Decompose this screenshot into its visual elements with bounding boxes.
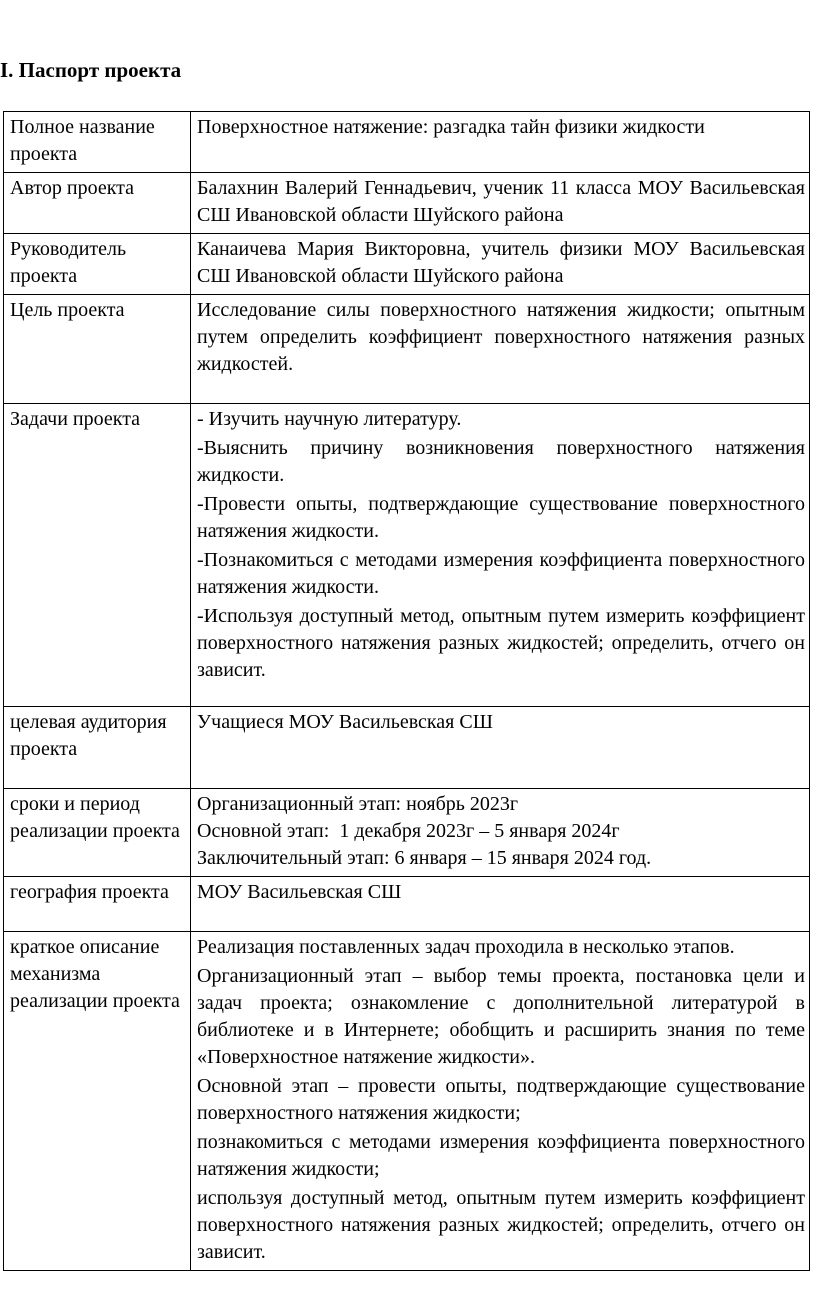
task-item: - Изучить научную литературу.	[197, 408, 462, 430]
row-label: Руководитель проекта	[4, 234, 191, 295]
table-row-audience	[4, 707, 810, 789]
stage-line: Заключительный этап: 6 января – 15 января 2024 год.	[197, 847, 652, 869]
stage-line: Организационный этап: ноябрь 2023г	[197, 793, 519, 815]
value-paragraph: используя доступный метод, опытным путем измерить коэффициент поверхностного натяжения разных жидкостей; определить, отчего он зависит.	[197, 1187, 805, 1263]
task-item: -Используя доступный метод, опытным путем измерить коэффициент поверхностного натяжения разных жидкостей; определить, отчего он зависит.	[197, 605, 805, 681]
row-value	[191, 173, 810, 234]
value-paragraph: Реализация поставленных задач проходила в несколько этапов.	[197, 936, 735, 958]
table-row-supervisor	[4, 234, 810, 295]
task-item: -Выяснить причину возникновения поверхностного натяжения жидкости.	[197, 437, 805, 486]
table-row-tasks	[4, 404, 810, 707]
row-label: Задачи проекта	[4, 404, 191, 707]
table-row-mechanism	[4, 932, 810, 1271]
value-paragraph: Поверхностное натяжение: разгадка тайн физики жидкости	[197, 116, 705, 138]
stage-line: Основной этап: 1 декабря 2023г – 5 января 2024г	[197, 820, 620, 842]
row-label: целевая аудитория проекта	[4, 707, 191, 789]
table-row-goal	[4, 295, 810, 404]
row-label: сроки и период реализации проекта	[4, 789, 191, 877]
row-label: Цель проекта	[4, 295, 191, 404]
task-item: -Провести опыты, подтверждающие существование поверхностного натяжения жидкости.	[197, 493, 805, 542]
value-paragraph: познакомиться с методами измерения коэффициента поверхностного натяжения жидкости;	[197, 1131, 805, 1180]
row-label: Автор проекта	[4, 173, 191, 234]
table-row-full-name	[4, 112, 810, 173]
task-item: -Познакомиться с методами измерения коэффициента поверхностного натяжения жидкости.	[197, 549, 805, 598]
row-label: Полное название проекта	[4, 112, 191, 173]
section-heading: I. Паспорт проекта	[0, 58, 182, 82]
value-paragraph: Балахнин Валерий Геннадьевич, ученик 11 класса МОУ Васильевская СШ Ивановской области Шуйского района	[197, 177, 805, 226]
value-paragraph: Основной этап – провести опыты, подтверждающие существование поверхностного натяжения жидкости;	[197, 1075, 805, 1124]
value-paragraph: Учащиеся МОУ Васильевская СШ	[197, 711, 493, 733]
row-value	[191, 404, 810, 707]
value-paragraph: Канаичева Мария Викторовна, учитель физики МОУ Васильевская СШ Ивановской области Шуйского района	[197, 238, 805, 287]
table-row-geography	[4, 877, 810, 932]
row-label: география проекта	[4, 877, 191, 932]
row-value	[191, 707, 810, 789]
row-label: краткое описание механизма реализации проекта	[4, 932, 191, 1271]
value-paragraph: Исследование силы поверхностного натяжения жидкости; опытным путем определить коэффициент поверхностного натяжения разных жидкостей.	[197, 299, 805, 375]
row-value	[191, 234, 810, 295]
row-value	[191, 932, 810, 1271]
project-passport-table	[3, 111, 810, 1271]
table-row-timeline	[4, 789, 810, 877]
row-value	[191, 112, 810, 173]
value-paragraph: МОУ Васильевская СШ	[197, 881, 402, 903]
value-paragraph: Организационный этап – выбор темы проекта, постановка цели и задач проекта; ознакомление с дополнительной литературой в библиотеке и в Интернете; обобщить и расширить знания по теме «Поверхностное натяжение жидкости».	[197, 965, 805, 1068]
table-row-author	[4, 173, 810, 234]
row-value	[191, 877, 810, 932]
row-value	[191, 295, 810, 404]
row-value	[191, 789, 810, 877]
